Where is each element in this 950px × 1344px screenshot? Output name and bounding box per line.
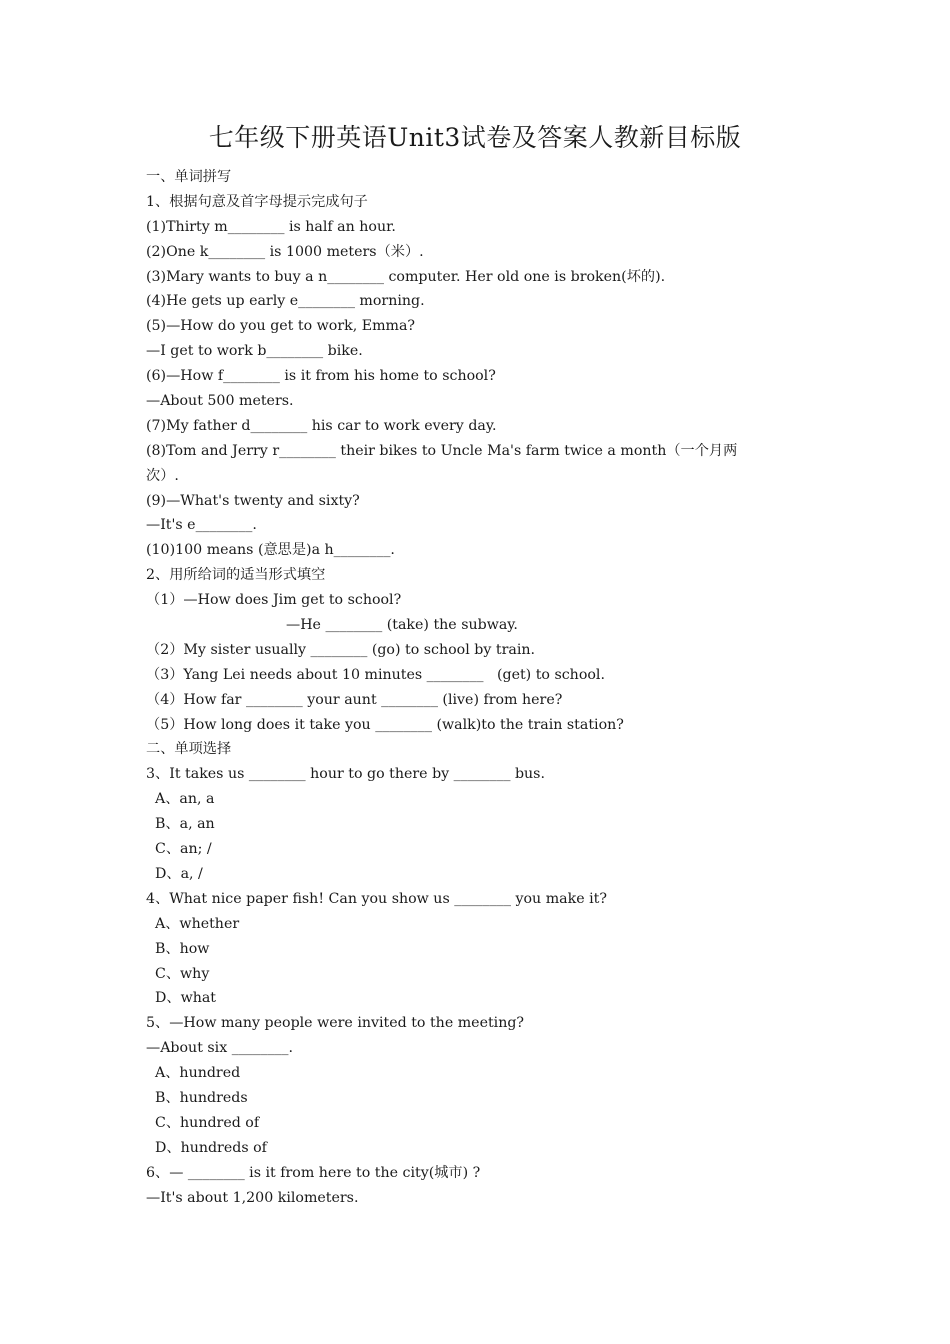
- question-line: (1)Thirty m________ is half an hour.: [146, 218, 396, 235]
- question-line: (2)One k________ is 1000 meters（米）.: [146, 243, 424, 260]
- question-line: —About 500 meters.: [146, 393, 294, 410]
- section-heading: 一、单词拼写: [146, 169, 232, 185]
- answer-option: D、a, /: [155, 865, 203, 882]
- question-line: —He ________ (take) the subway.: [286, 617, 518, 634]
- document-title: 七年级下册英语Unit3试卷及答案人教新目标版: [208, 123, 742, 152]
- question-line: (4)He gets up early e________ morning.: [146, 293, 425, 310]
- question-line: —About six ________.: [146, 1040, 293, 1057]
- question-line: (6)—How f________ is it from his home to school?: [146, 368, 496, 385]
- answer-option: A、whether: [155, 915, 240, 932]
- answer-option: C、why: [155, 965, 210, 982]
- question-line: (7)My father d________ his car to work every day.: [146, 417, 497, 434]
- answer-option: B、a, an: [155, 816, 215, 833]
- question-line: 次）.: [146, 467, 179, 484]
- answer-option: D、hundreds of: [155, 1139, 267, 1156]
- answer-option: A、hundred: [155, 1065, 241, 1082]
- question-heading: 1、根据句意及首字母提示完成句子: [146, 193, 368, 210]
- question-line: （1）—How does Jim get to school?: [146, 592, 402, 609]
- question-line: (9)—What's twenty and sixty?: [146, 492, 360, 509]
- question-line: 5、—How many people were invited to the meeting?: [146, 1015, 525, 1032]
- question-line: (8)Tom and Jerry r________ their bikes to Uncle Ma's farm twice a month（一个月两: [146, 442, 738, 459]
- question-line: 4、What nice paper fish! Can you show us ________ you make it?: [146, 890, 607, 907]
- question-line: (3)Mary wants to buy a n________ computer. Her old one is broken(坏的).: [146, 268, 666, 285]
- question-line: （3）Yang Lei needs about 10 minutes ________ (get) to school.: [146, 666, 605, 683]
- document-body: [146, 165, 826, 1210]
- question-line: —It's e________.: [146, 517, 257, 534]
- question-line: —I get to work b________ bike.: [146, 343, 363, 360]
- section-heading: 二、单项选择: [146, 741, 232, 758]
- question-line: （4）How far ________ your aunt ________ (live) from here?: [146, 691, 563, 708]
- question-line: 6、— ________ is it from here to the city(城市) ?: [146, 1164, 481, 1181]
- answer-option: C、hundred of: [155, 1114, 260, 1131]
- answer-option: D、what: [155, 990, 217, 1007]
- question-heading: 2、用所给词的适当形式填空: [146, 567, 326, 584]
- answer-option: C、an; /: [155, 841, 212, 858]
- answer-option: A、an, a: [155, 791, 215, 808]
- question-line: （5）How long does it take you ________ (walk)to the train station?: [146, 716, 624, 733]
- question-line: (5)—How do you get to work, Emma?: [146, 318, 416, 335]
- answer-option: B、hundreds: [155, 1089, 248, 1106]
- answer-option: B、how: [155, 940, 210, 957]
- question-line: 3、It takes us ________ hour to go there by ________ bus.: [146, 766, 545, 783]
- question-line: （2）My sister usually ________ (go) to school by train.: [146, 641, 535, 658]
- question-line: (10)100 means (意思是)a h________.: [146, 542, 395, 559]
- question-line: —It's about 1,200 kilometers.: [146, 1189, 359, 1206]
